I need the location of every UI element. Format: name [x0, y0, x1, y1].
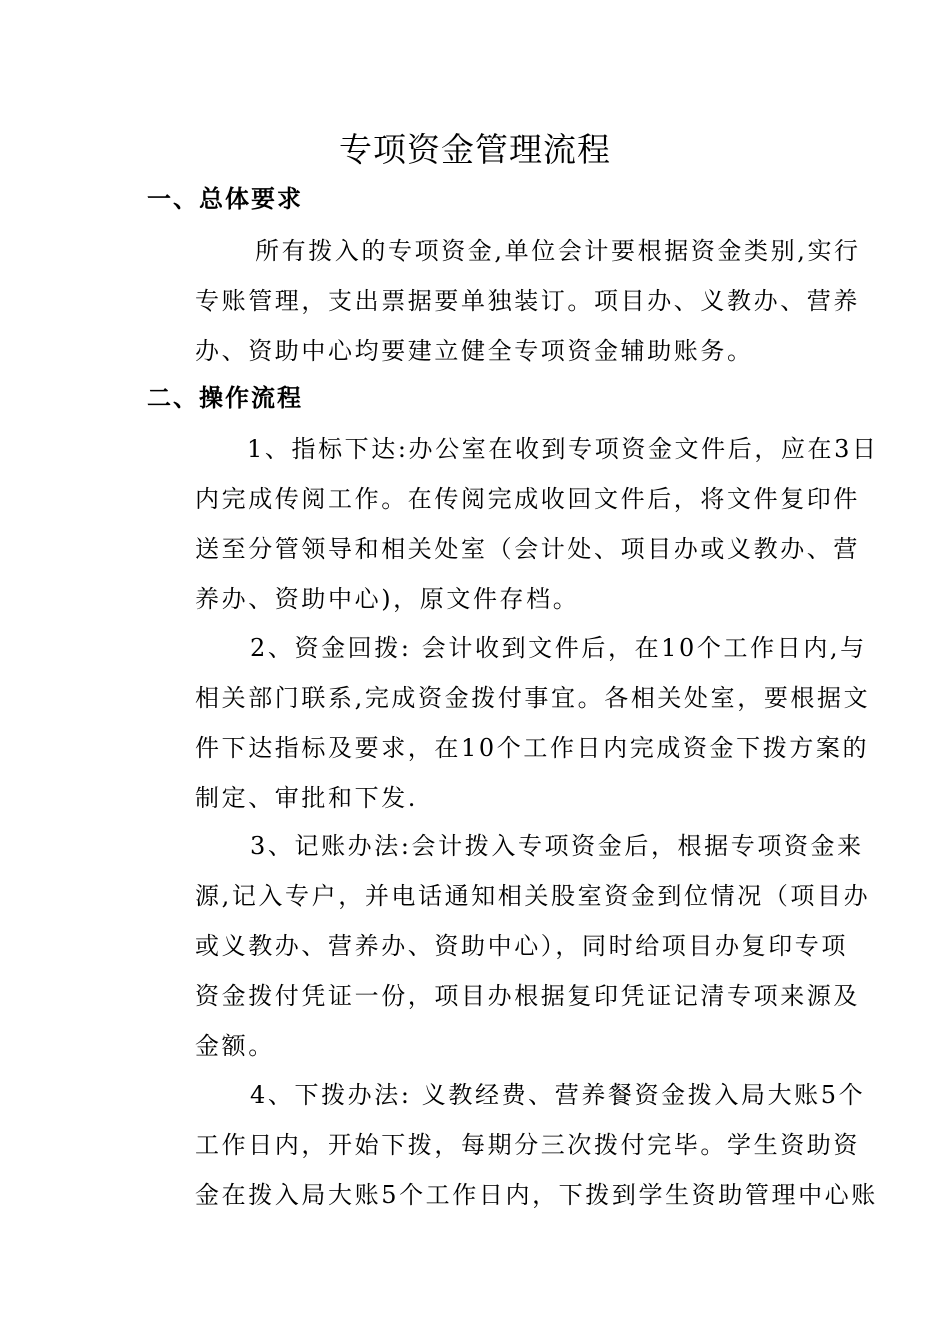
paragraph-line: 相关部门联系,完成资金拨付事宜。各相关处室，要根据文: [195, 684, 871, 712]
paragraph-line: 工作日内，开始下拨，每期分三次拨付完毕。学生资助资: [195, 1131, 860, 1159]
paragraph-line: 金在拨入局大账5个工作日内，下拨到学生资助管理中心账: [195, 1181, 878, 1209]
paragraph-line: 资金拨付凭证一份，项目办根据复印凭证记清专项来源及: [195, 982, 860, 1010]
paragraph-general-requirements: [147, 226, 861, 376]
page-title: 专项资金管理流程: [339, 130, 611, 169]
paragraph-line: 4、下拨办法: 义教经费、营养餐资金拨入局大账5个: [250, 1081, 866, 1109]
paragraph-line: 件下达指标及要求，在10个工作日内完成资金下拨方案的: [195, 734, 870, 762]
section-heading-general-requirements: 一、总体要求: [147, 184, 303, 213]
paragraph-line: 制定、审批和下发.: [195, 784, 419, 812]
paragraph-line: 办、资助中心均要建立健全专项资金辅助账务。: [195, 337, 754, 365]
paragraph-line: 1、指标下达:办公室在收到专项资金文件后，应在3日: [247, 435, 879, 463]
section-heading-operation-process: 二、操作流程: [147, 383, 303, 412]
paragraph-item-4-disbursement: [147, 1070, 878, 1220]
paragraph-item-2-fund-allocation: [147, 623, 871, 823]
paragraph-line: 3、记账办法:会计拨入专项资金后，根据专项资金来: [250, 832, 864, 860]
paragraph-line: 送至分管领导和相关处室（会计处、项目办或义教办、营: [195, 535, 860, 563]
paragraph-line: 专账管理，支出票据要单独装订。项目办、义教办、营养: [195, 287, 860, 315]
paragraph-line: 内完成传阅工作。在传阅完成收回文件后，将文件复印件: [195, 485, 860, 513]
paragraph-line: 或义教办、营养办、资助中心），同时给项目办复印专项: [195, 932, 848, 960]
paragraph-line: 源,记入专户，并电话通知相关股室资金到位情况（项目办: [195, 882, 871, 910]
paragraph-item-3-bookkeeping: [147, 821, 871, 1071]
paragraph-line: 金额。: [195, 1032, 275, 1060]
paragraph-line: 所有拨入的专项资金,单位会计要根据资金类别,实行: [255, 237, 861, 265]
paragraph-item-1-indicator-issuance: [147, 424, 879, 624]
paragraph-line: 2、资金回拨: 会计收到文件后，在10个工作日内,与: [250, 634, 867, 662]
paragraph-line: 养办、资助中心)，原文件存档。: [195, 585, 580, 613]
